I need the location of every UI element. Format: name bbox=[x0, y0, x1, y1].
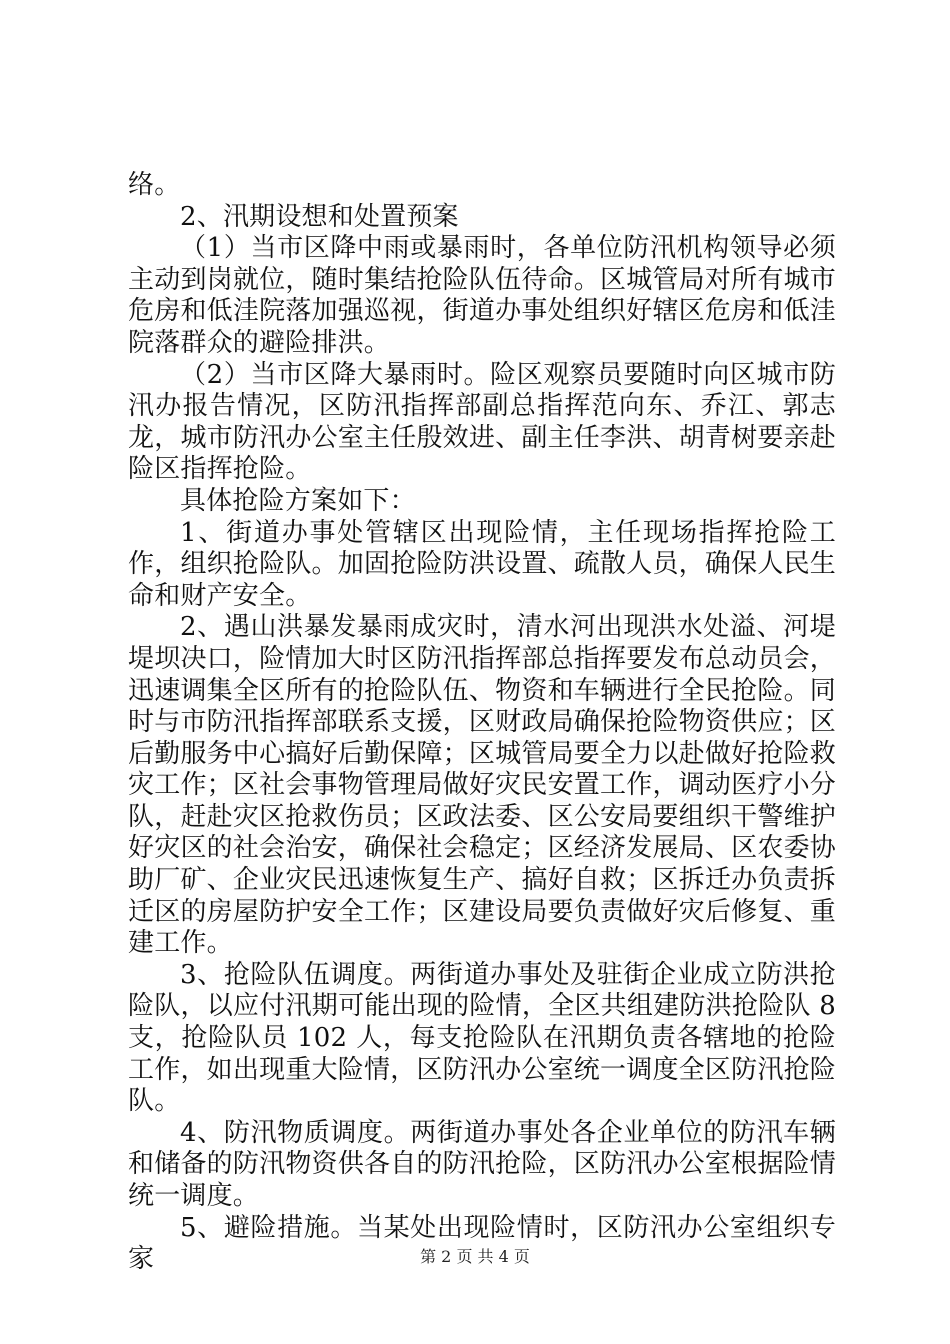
paragraph-item-3: 3、抢险队伍调度。两街道办事处及驻街企业成立防洪抢险队，以应付汛期可能出现的险情，全区共组建防洪抢险队 8 支，抢险队员 102 人，每支抢险队在汛期负责各辖地的抢险工作，如出现重大险情，区防汛办公室统一调度全区防汛抢险队。 bbox=[128, 959, 836, 1117]
document-body bbox=[128, 170, 836, 1276]
paragraph-moderate-rain: （1）当市区降中雨或暴雨时，各单位防汛机构领导必须主动到岗就位，随时集结抢险队伍待命。区城管局对所有城市危房和低洼院落加强巡视，街道办事处组织好辖区危房和低洼院落群众的避险排洪。 bbox=[128, 233, 836, 358]
paragraph-item-4: 4、防汛物质调度。两街道办事处各企业单位的防汛车辆和储备的防汛物资供各自的防汛抢险，区防汛办公室根据险情统一调度。 bbox=[128, 1117, 836, 1211]
paragraph-rescue-plan-intro: 具体抢险方案如下： bbox=[180, 485, 416, 516]
paragraph-item-5: 5、避险措施。当某处出现险情时，区防汛办公室组织专家 bbox=[128, 1212, 836, 1275]
paragraph-heading-flood-plan: 2、汛期设想和处置预案 bbox=[180, 201, 459, 232]
page-footer: 第 2 页 共 4 页 bbox=[420, 1247, 530, 1266]
paragraph-continuation: 络。 bbox=[128, 170, 181, 200]
paragraph-item-2: 2、遇山洪暴发暴雨成灾时，清水河出现洪水处溢、河堤堤坝决口，险情加大时区防汛指挥部总指挥要发布总动员会，迅速调集全区所有的抢险队伍、物资和车辆进行全民抢险。同时与市防汛指挥部联系支援，区财政局确保抢险物资供应；区后勤服务中心搞好后勤保障；区城管局要全力以赴做好抢险救灾工作；区社会事物管理局做好灾民安置工作，调动医疗小分队，赶赴灾区抢救伤员；区政法委、区公安局要组织干警维护好灾区的社会治安，确保社会稳定；区经济发展局、区农委协助厂矿、企业灾民迅速恢复生产、搞好自救；区拆迁办负责拆迁区的房屋防护安全工作；区建设局要负责做好灾后修复、重建工作。 bbox=[128, 612, 836, 959]
paragraph-heavy-rain: （2）当市区降大暴雨时。险区观察员要随时向区城市防汛办报告情况，区防汛指挥部副总指挥范向东、乔江、郭志龙，城市防汛办公室主任殷效进、副主任李洪、胡青树要亲赴险区指挥抢险。 bbox=[128, 359, 836, 485]
paragraph-item-1: 1、街道办事处管辖区出现险情，主任现场指挥抢险工作，组织抢险队。加固抢险防洪设置、疏散人员，确保人民生命和财产安全。 bbox=[128, 517, 836, 611]
